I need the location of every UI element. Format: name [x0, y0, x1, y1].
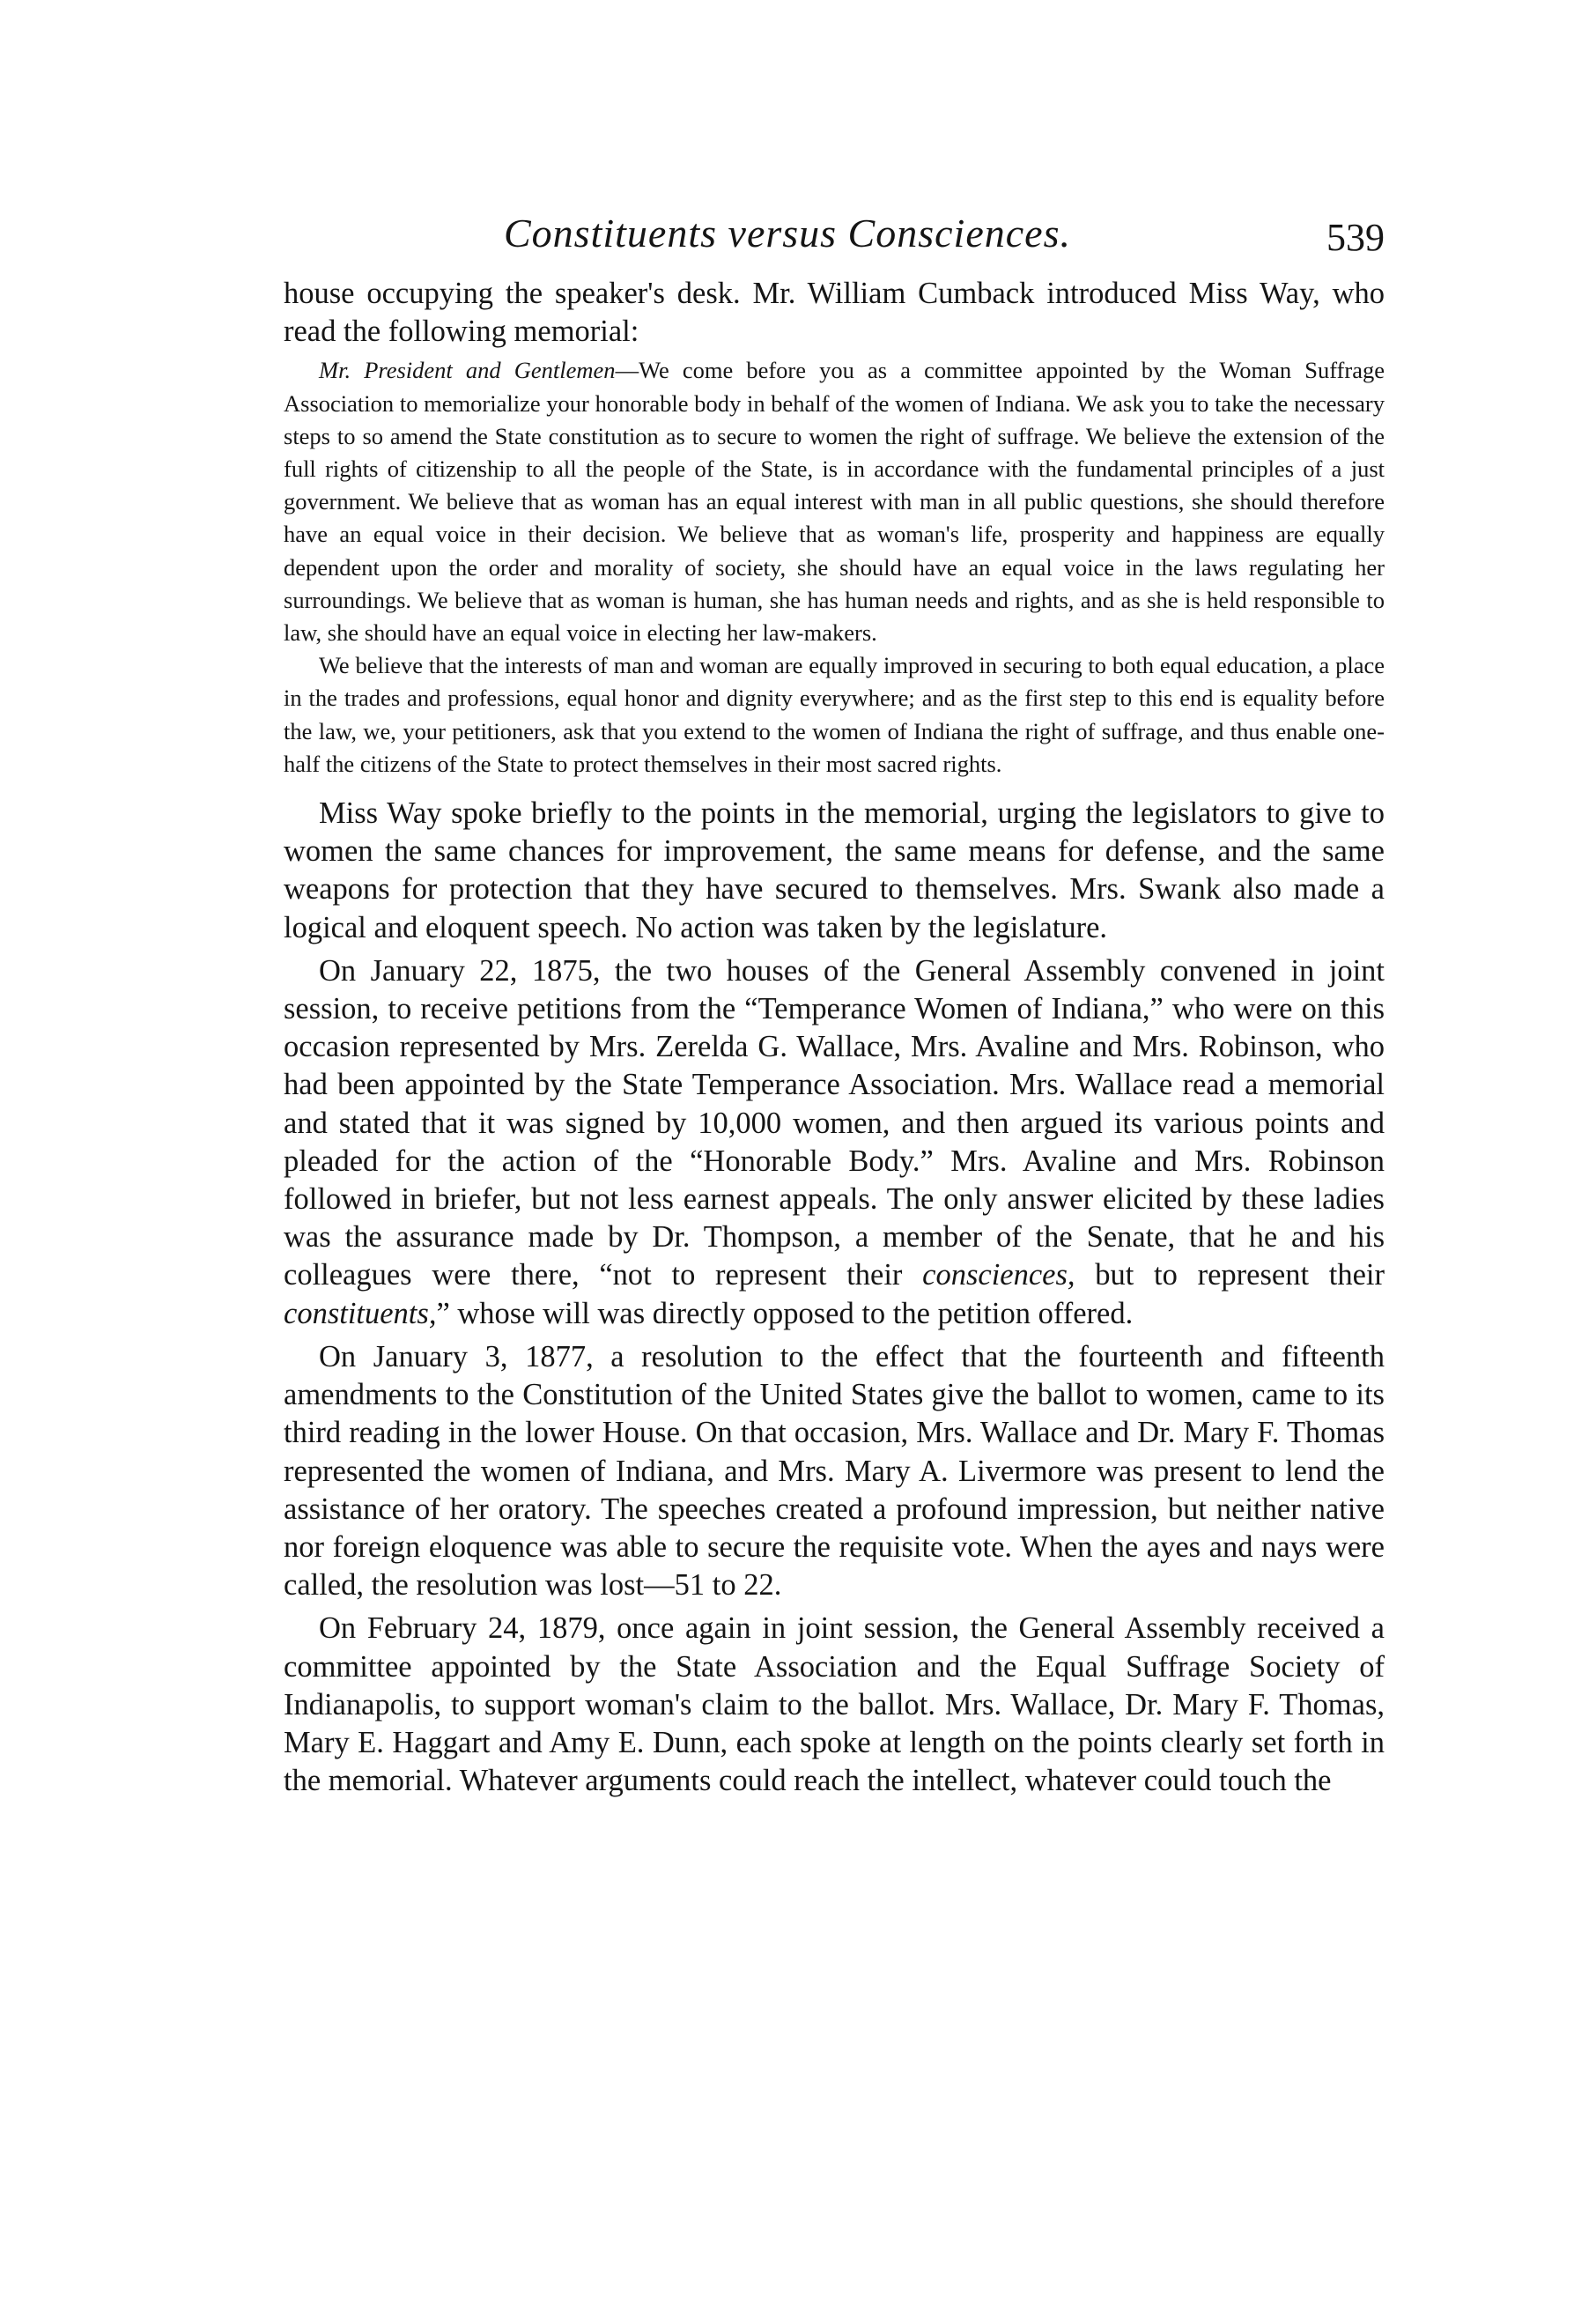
memorial-salutation: Mr. President and Gentlemen: [319, 357, 616, 384]
paragraph-january-1875-part-3: ” whose will was directly opposed to the petition offered.: [436, 1296, 1134, 1330]
word-consciences: consciences,: [922, 1258, 1075, 1292]
memorial-paragraph-1: [284, 354, 1385, 649]
memorial-paragraph-2: We believe that the interests of man and woman are equally improved in securing to both equal education, a place in the trades and professions, equal honor and dignity everywhere; and as the first step to this end is equality before the law, we, your petitioners, ask that you extend to the women of Indiana the right of suffrage, and thus enable one-half the citizens of the State to protect themselves in their most sacred rights.: [284, 652, 1385, 777]
memorial-quotation: [284, 354, 1385, 781]
book-page: [284, 201, 1385, 1800]
paragraph-january-1875-part-2: but to represent their: [1075, 1258, 1385, 1292]
paragraph-january-1877: On January 3, 1877, a resolution to the effect that the fourteenth and fifteenth amendments to the Constitution of the United States give the ballot to women, came to its third reading in the lower House. On that occasion, Mrs. Wallace and Dr. Mary F. Thomas represented the women of Indiana, and Mrs. Mary A. Livermore was present to lend the assistance of her oratory. The speeches created a profound impression, but neither native nor foreign eloquence was able to secure the requisite vote. When the ayes and nays were called, the resolution was lost—51 to 22.: [284, 1339, 1385, 1603]
page-header: [284, 201, 1385, 275]
running-title: Constituents versus Consciences.: [504, 211, 1071, 255]
memorial-paragraph-1-text: —We come before you as a committee appointed by the Woman Suffrage Association to memorialize your honorable body in behalf of the women of Indiana. We ask you to take the necessary steps to so amend the State constitution as to secure to women the right of suffrage. We believe the extension of the full rights of citizenship to all the people of the State, is in accordance with the fundamental principles of a just government. We believe that as woman has an equal interest with man in all public questions, she should therefore have an equal voice in their decision. We believe that as woman's life, prosperity and happiness are equally dependent upon the order and morality of society, she should have an equal voice in the laws regulating her surroundings. We believe that as woman is human, she has human needs and rights, and as she is held responsible to law, she should have an equal voice in electing her law-makers.: [284, 357, 1385, 647]
paragraph-miss-way: Miss Way spoke briefly to the points in the memorial, urging the legislators to give to women the same chances for improvement, the same means for defense, and the same weapons for protection that they have secured to themselves. Mrs. Swank also made a logical and eloquent speech. No action was taken by the legislature.: [284, 796, 1385, 944]
paragraph-january-1875-part-1: On January 22, 1875, the two houses of the General Assembly convened in joint session, to receive petitions from the “Temperance Women of Indiana,” who were on this occasion represented by Mrs. Zerelda G. Wallace, Mrs. Avaline and Mrs. Robinson, who had been appointed by the State Temperance Association. Mrs. Wallace read a memorial and stated that it was signed by 10,000 women, and then argued its various points and pleaded for the action of the “Honorable Body.” Mrs. Avaline and Mrs. Robinson followed in briefer, but not less earnest appeals. The only answer elicited by these ladies was the assurance made by Dr. Thompson, a member of the Senate, that he and his colleagues were there, “not to represent their: [284, 953, 1385, 1292]
page-number: 539: [1326, 216, 1385, 259]
paragraph-january-1875: [284, 952, 1385, 1333]
word-constituents: constituents,: [284, 1296, 437, 1330]
paragraph-february-1879: On February 24, 1879, once again in joint session, the General Assembly received a committee appointed by the State Association and the Equal Suffrage Society of Indianapolis, to support woman's claim to the ballot. Mrs. Wallace, Dr. Mary F. Thomas, Mary E. Haggart and Amy E. Dunn, each spoke at length on the points clearly set forth in the memorial. Whatever arguments could reach the intellect, whatever could touch the: [284, 1611, 1385, 1798]
opening-paragraph: house occupying the speaker's desk. Mr. William Cumback introduced Miss Way, who read the following memorial:: [284, 277, 1385, 349]
